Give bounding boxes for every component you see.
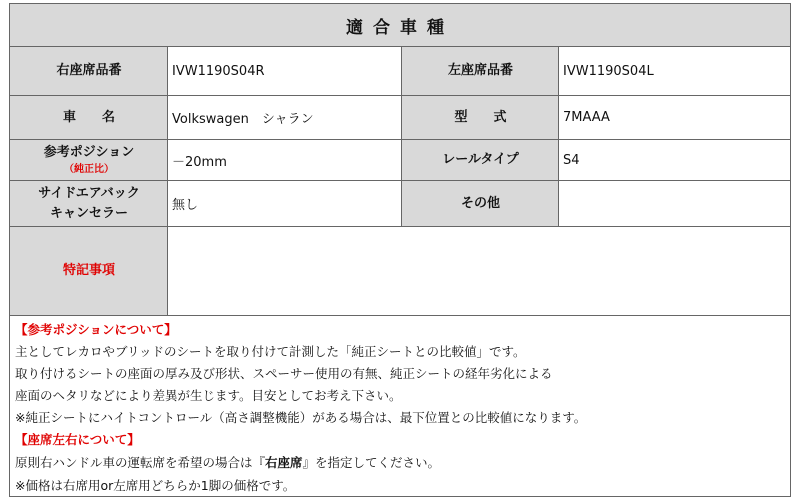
ref-position-note-heading: 【参考ポジションについて】 bbox=[15, 322, 177, 337]
airbag-label-line2: キャンセラー bbox=[49, 205, 128, 221]
airbag-value: 無し bbox=[168, 181, 401, 226]
seat-side-note-bold: 右座席 bbox=[265, 455, 303, 470]
left-seat-value: IVW1190S04L bbox=[559, 47, 790, 95]
compatibility-sheet bbox=[9, 3, 791, 497]
ref-position-header bbox=[10, 140, 168, 180]
left-seat-label: 左座席品番 bbox=[402, 47, 559, 95]
ref-position-sublabel: （純正比） bbox=[64, 164, 114, 176]
ref-position-note-line: 座面のヘタリなどにより差異が生じます。目安としてお考え下さい。 bbox=[15, 388, 402, 403]
seat-side-note-post: 』を指定してください。 bbox=[302, 455, 441, 470]
ref-position-value: －20mm bbox=[168, 140, 401, 180]
other-value bbox=[559, 181, 790, 226]
seat-side-note-pre: 原則右ハンドル車の運転席を希望の場合は『 bbox=[15, 455, 266, 470]
special-notes-label: 特記事項 bbox=[10, 227, 168, 315]
ref-position-note-line: 取り付けるシートの座面の厚み及び形状、スペーサー使用の有無、純正シートの経年劣化による bbox=[15, 366, 553, 381]
price-note-line: ※価格は右席用or左席用どちらか1脚の価格です。 bbox=[15, 478, 296, 493]
ref-position-note-line: 主としてレカロやブリッドのシートを取り付けて計測した「純正シートとの比較値」です。 bbox=[15, 344, 526, 359]
car-name-value: Volkswagen シャラン bbox=[168, 96, 401, 139]
rail-type-label: レールタイプ bbox=[402, 140, 559, 180]
model-label: 型 式 bbox=[402, 96, 559, 139]
other-label: その他 bbox=[402, 181, 559, 226]
ref-position-label: 参考ポジション bbox=[43, 144, 135, 160]
right-seat-label: 右座席品番 bbox=[10, 47, 168, 95]
special-notes-value bbox=[168, 227, 790, 315]
seat-side-note-line bbox=[15, 453, 440, 471]
seat-side-note-heading: 【座席左右について】 bbox=[15, 432, 140, 447]
page-title: 適合車種 bbox=[10, 4, 790, 47]
airbag-header bbox=[10, 181, 168, 226]
model-value: 7MAAA bbox=[559, 96, 790, 139]
rail-type-value: S4 bbox=[559, 140, 790, 180]
ref-position-note-line: ※純正シートにハイトコントロール（高さ調整機能）がある場合は、最下位置との比較値になります。 bbox=[15, 410, 587, 425]
airbag-label-line1: サイドエアバック bbox=[38, 186, 140, 201]
right-seat-value: IVW1190S04R bbox=[168, 47, 401, 95]
car-name-label: 車 名 bbox=[10, 96, 168, 139]
